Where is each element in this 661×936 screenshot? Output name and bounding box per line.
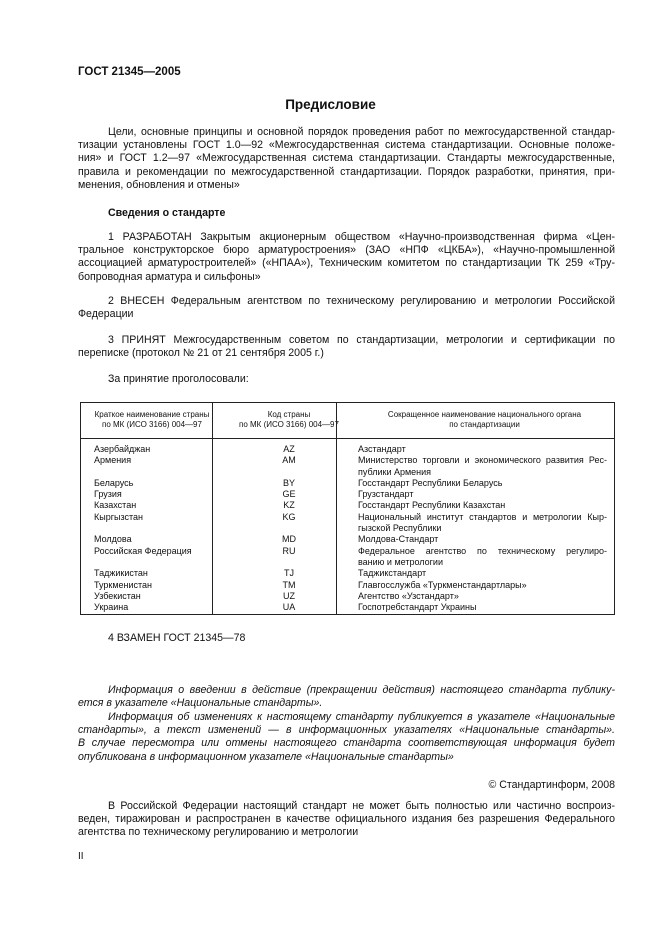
document-code: ГОСТ 21345—2005 xyxy=(78,66,181,78)
table-row xyxy=(80,500,615,511)
organization-line: Федеральное агентство по техническому регулиро- xyxy=(358,545,607,556)
country-name-cell: Грузия xyxy=(94,489,122,500)
country-code-cell: UZ xyxy=(283,590,295,601)
country-name-cell: Армения xyxy=(94,455,132,466)
country-name-cell: Беларусь xyxy=(94,477,134,488)
introduced-by-paragraph xyxy=(78,295,615,321)
text-line: 2 ВНЕСЕН Федеральным агентством по техническому регулированию и метрологии Российской xyxy=(108,295,615,307)
text-line: ется в указателе «Национальные стандарты». xyxy=(78,697,323,710)
replaces-paragraph xyxy=(78,632,615,645)
column-divider xyxy=(336,402,337,615)
intro-line: тизации установлены ГОСТ 1.0—92 «Межгосударственная система стандартизации. Основные положе- xyxy=(78,139,615,152)
header-line: Код страны xyxy=(267,409,311,419)
organization-line: Министерство торговли и экономического развития Рес- xyxy=(358,455,607,466)
country-code-cell: KG xyxy=(282,511,296,522)
text-line: веден, тиражирован и распространен в качестве официального издания без разрешения Федерального xyxy=(78,813,615,826)
intro-line: Цели, основные принципы и основной порядок проведения работ по межгосударственной стандар- xyxy=(108,126,615,138)
organization-line: ванию и метрологии xyxy=(358,556,443,567)
organization-cell xyxy=(354,602,615,613)
column-divider xyxy=(212,402,213,615)
column-header-country xyxy=(80,402,224,439)
table-header-row xyxy=(80,402,615,439)
organization-cell xyxy=(354,455,615,478)
organization-cell xyxy=(354,546,615,569)
text-line: В случае пересмотра или отмены настоящего стандарта соответствующая информация будет xyxy=(78,737,615,750)
organization-cell xyxy=(354,478,615,489)
organization-line: Госстандарт Республики Казахстан xyxy=(358,500,506,511)
country-code-cell: RU xyxy=(282,545,296,556)
intro-paragraph xyxy=(78,126,615,192)
adopted-by-paragraph xyxy=(78,334,615,360)
text-line: переписке (протокол № 21 от 21 сентября 2005 г.) xyxy=(78,347,324,360)
organization-cell xyxy=(354,580,615,591)
country-name-cell: Молдова xyxy=(94,534,132,545)
developed-by-paragraph xyxy=(78,231,615,284)
organization-line: Госпотребстандарт Украины xyxy=(358,602,477,613)
header-line: Сокращенное наименование национального органа xyxy=(387,409,582,419)
table-row xyxy=(80,478,615,489)
restriction-paragraph xyxy=(78,800,615,840)
section-heading: Сведения о стандарте xyxy=(108,207,226,219)
header-line: Краткое наименование страны xyxy=(94,409,210,419)
text-line: опубликована в информационном указателе «Национальные стандарты» xyxy=(78,750,454,763)
intro-line: менения, обновления и отмены» xyxy=(78,178,240,191)
voting-countries-table xyxy=(80,402,615,613)
country-name-cell: Казахстан xyxy=(94,500,137,511)
header-line: по МК (ИСО 3166) 004—97 xyxy=(239,420,339,429)
table-row xyxy=(80,512,615,535)
country-code-cell: TJ xyxy=(284,568,294,579)
table-row xyxy=(80,580,615,591)
organization-line: Грузстандарт xyxy=(358,489,414,500)
text-line: За принятие проголосовали: xyxy=(108,373,249,385)
organization-line: Молдова-Стандарт xyxy=(358,534,439,545)
text-line: Федерации xyxy=(78,308,134,321)
column-header-organization xyxy=(354,402,615,439)
country-code-cell: KZ xyxy=(283,500,295,511)
organization-line: Азстандарт xyxy=(358,444,406,454)
text-line: стандарты», а текст изменений — в информационных указателях «Национальные стандарты». xyxy=(78,724,615,737)
text-line: Информация об изменениях к настоящему стандарту публикуется в указателе «Национальные xyxy=(108,711,615,723)
table-body xyxy=(80,439,615,614)
table-row xyxy=(80,591,615,602)
table-row xyxy=(80,455,615,478)
organization-cell xyxy=(354,439,615,456)
voted-paragraph xyxy=(78,373,615,386)
organization-line: Главгосслужба «Туркменстандартлары» xyxy=(358,579,527,590)
text-line: 3 ПРИНЯТ Межгосударственным советом по стандартизации, метрологии и сертификации по xyxy=(108,334,615,346)
table-row xyxy=(80,546,615,569)
header-line: по стандартизации xyxy=(449,420,520,429)
organization-line: гызской Республики xyxy=(358,523,442,534)
text-line: агентства по техническому регулированию и метрологии xyxy=(78,826,359,839)
country-code-cell: TM xyxy=(282,579,296,590)
organization-cell xyxy=(354,534,615,545)
country-code-cell: UA xyxy=(282,602,296,613)
organization-line: Госстандарт Республики Беларусь xyxy=(358,477,503,488)
page-title: Предисловие xyxy=(285,97,376,112)
organization-line: публики Армения xyxy=(358,466,432,477)
copyright-notice: © Стандартинформ, 2008 xyxy=(488,779,615,791)
text-line: тральное конструкторское бюро арматуростроения» (ЗАО «НПФ «ЦКБА»), «Научно-промышленной xyxy=(78,244,615,257)
country-name-cell: Туркменистан xyxy=(94,579,153,590)
country-code-cell: MD xyxy=(282,534,296,545)
text-line: бопроводная арматура и сильфоны» xyxy=(78,270,261,283)
organization-line: Национальный институт стандартов и метрологии Кыр- xyxy=(358,511,607,522)
organization-cell xyxy=(354,500,615,511)
organization-cell xyxy=(354,591,615,602)
text-line: 4 ВЗАМЕН ГОСТ 21345—78 xyxy=(108,632,246,644)
header-line: по МК (ИСО 3166) 004—97 xyxy=(102,420,202,429)
organization-cell xyxy=(354,512,615,535)
text-line: Информация о введении в действие (прекращении действия) настоящего стандарта публику- xyxy=(108,684,615,696)
country-code-cell: BY xyxy=(282,477,295,488)
text-line: 1 РАЗРАБОТАН Закрытым акционерным обществом «Научно-производственная фирма «Цен- xyxy=(108,231,615,243)
country-name-cell: Российская Федерация xyxy=(94,545,192,556)
notice-paragraph-1 xyxy=(78,684,615,710)
country-code-cell: GE xyxy=(282,489,296,500)
country-name-cell: Азербайджан xyxy=(94,444,151,454)
organization-cell xyxy=(354,489,615,500)
table-row xyxy=(80,568,615,579)
country-name-cell: Узбекистан xyxy=(94,590,141,601)
country-name-cell: Таджикистан xyxy=(94,568,148,579)
page-number: II xyxy=(78,851,84,862)
table-row xyxy=(80,534,615,545)
intro-line: правила и рекомендации по межгосударственной стандартизации. Порядок разработки, принятия, при- xyxy=(78,165,615,178)
column-header-code xyxy=(224,402,354,439)
organization-line: Таджикстандарт xyxy=(358,568,427,579)
organization-cell xyxy=(354,568,615,579)
intro-line: ния» и ГОСТ 1.2—97 «Межгосударственная система стандартизации. Стандарты межгосударственные, xyxy=(78,152,615,165)
notice-paragraph-2 xyxy=(78,711,615,764)
country-code-cell: AZ xyxy=(283,444,295,454)
country-name-cell: Украина xyxy=(94,602,129,613)
text-line: В Российской Федерации настоящий стандарт не может быть полностью или частично воспроиз- xyxy=(108,800,615,812)
table-row xyxy=(80,489,615,500)
organization-line: Агентство «Узстандарт» xyxy=(358,590,459,601)
country-name-cell: Кыргызстан xyxy=(94,511,143,522)
table-row xyxy=(80,602,615,613)
country-code-cell: AM xyxy=(282,455,296,466)
text-line: ассоциацией арматуростроителей» («НПАА»), Техническим комитетом по стандартизации ТК 259 «Тру- xyxy=(78,257,615,270)
table-row xyxy=(80,439,615,456)
